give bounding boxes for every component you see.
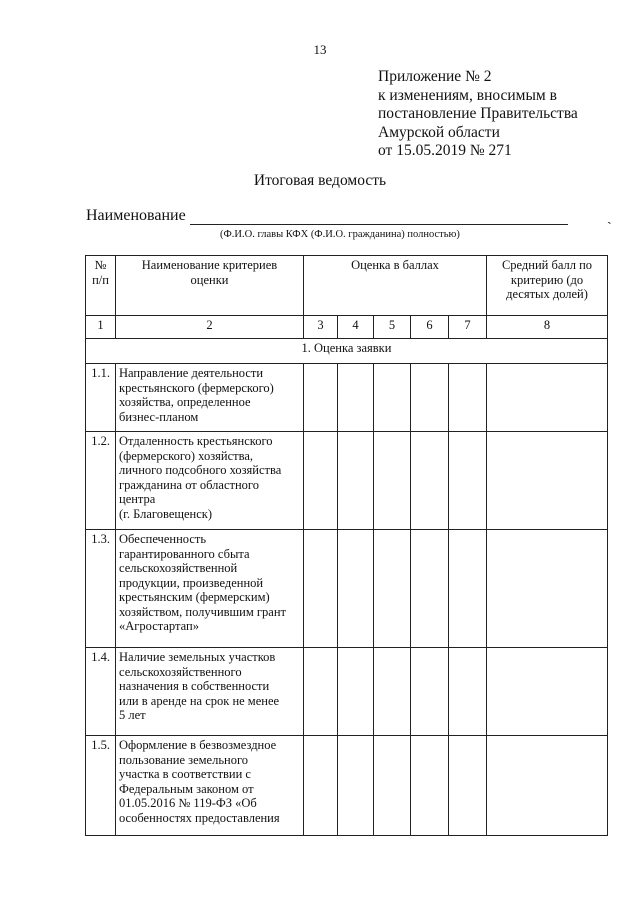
- score-cell[interactable]: [338, 530, 374, 648]
- score-cell[interactable]: [411, 432, 449, 530]
- criterion-number: 1.5.: [86, 736, 116, 836]
- score-cell[interactable]: [304, 736, 338, 836]
- score-cell[interactable]: [304, 432, 338, 530]
- column-index: 4: [338, 316, 374, 339]
- score-cell[interactable]: [374, 736, 411, 836]
- score-cell[interactable]: [449, 364, 487, 432]
- section-title: 1. Оценка заявки: [86, 339, 608, 364]
- average-cell[interactable]: [487, 736, 608, 836]
- column-index: 5: [374, 316, 411, 339]
- score-cell[interactable]: [304, 530, 338, 648]
- section-row: [86, 339, 608, 364]
- criterion-name: Наличие земельных участков сельскохозяйственного назначения в собственности или в аренде на срок не менее 5 лет: [116, 648, 304, 736]
- column-index: 1: [86, 316, 116, 339]
- header-num: № п/п: [86, 256, 116, 316]
- score-cell[interactable]: [411, 364, 449, 432]
- score-cell[interactable]: [304, 648, 338, 736]
- score-cell[interactable]: [411, 530, 449, 648]
- score-cell[interactable]: [449, 736, 487, 836]
- score-cell[interactable]: [449, 530, 487, 648]
- score-cell[interactable]: [411, 648, 449, 736]
- page-number: 13: [313, 42, 327, 57]
- score-cell[interactable]: [449, 432, 487, 530]
- header-score: Оценка в баллах: [304, 256, 487, 316]
- score-cell[interactable]: [338, 648, 374, 736]
- criterion-row: [86, 364, 608, 432]
- column-index: 8: [487, 316, 608, 339]
- column-index: 7: [449, 316, 487, 339]
- annex-line: постановление Правительства: [378, 105, 578, 122]
- average-cell[interactable]: [487, 432, 608, 530]
- average-cell[interactable]: [487, 364, 608, 432]
- score-cell[interactable]: [374, 648, 411, 736]
- header-row: [86, 256, 608, 316]
- criterion-number: 1.3.: [86, 530, 116, 648]
- annex-block: [378, 68, 578, 161]
- criterion-name: Обеспеченность гарантированного сбыта сельскохозяйственной продукции, произведенной крестьянским (фермерским) хозяйством, получившим грант «Агростартап»: [116, 530, 304, 648]
- criterion-number: 1.4.: [86, 648, 116, 736]
- average-cell[interactable]: [487, 530, 608, 648]
- average-cell[interactable]: [487, 648, 608, 736]
- grade-table: [85, 255, 608, 836]
- column-index: 6: [411, 316, 449, 339]
- column-index: 2: [116, 316, 304, 339]
- score-cell[interactable]: [449, 648, 487, 736]
- annex-line: от 15.05.2019 № 271: [378, 142, 512, 159]
- column-index-row: [86, 316, 608, 339]
- name-hint: (Ф.И.О. главы КФХ (Ф.И.О. гражданина) полностью): [220, 229, 460, 240]
- column-index: 3: [304, 316, 338, 339]
- criterion-row: [86, 648, 608, 736]
- annex-line: Приложение № 2: [378, 68, 492, 85]
- score-cell[interactable]: [411, 736, 449, 836]
- criterion-name: Направление деятельности крестьянского (фермерского) хозяйства, определенное бизнес-планом: [116, 364, 304, 432]
- name-label: Наименование: [86, 207, 186, 224]
- criterion-number: 1.2.: [86, 432, 116, 530]
- scan-mark: ˎ: [607, 210, 612, 225]
- score-cell[interactable]: [338, 736, 374, 836]
- score-cell[interactable]: [338, 364, 374, 432]
- criterion-name: Отдаленность крестьянского (фермерского) хозяйства, личного подсобного хозяйства гражданина от областного центра (г. Благовещенск): [116, 432, 304, 530]
- header-average: Средний балл по критерию (до десятых долей): [487, 256, 608, 316]
- criterion-number: 1.1.: [86, 364, 116, 432]
- score-cell[interactable]: [374, 432, 411, 530]
- score-cell[interactable]: [374, 364, 411, 432]
- criterion-row: [86, 530, 608, 648]
- name-fill-line[interactable]: [190, 224, 568, 225]
- criterion-name: Оформление в безвозмездное пользование земельного участка в соответствии с Федеральным законом от 01.05.2016 № 119-ФЗ «Об особенностях предоставления: [116, 736, 304, 836]
- score-cell[interactable]: [374, 530, 411, 648]
- annex-line: к изменениям, вносимым в: [378, 86, 557, 104]
- annex-line: Амурской области: [378, 123, 500, 141]
- header-criteria: Наименование критериев оценки: [116, 256, 304, 316]
- score-cell[interactable]: [304, 364, 338, 432]
- criterion-row: [86, 736, 608, 836]
- criterion-row: [86, 432, 608, 530]
- score-cell[interactable]: [338, 432, 374, 530]
- document-title: Итоговая ведомость: [253, 172, 387, 189]
